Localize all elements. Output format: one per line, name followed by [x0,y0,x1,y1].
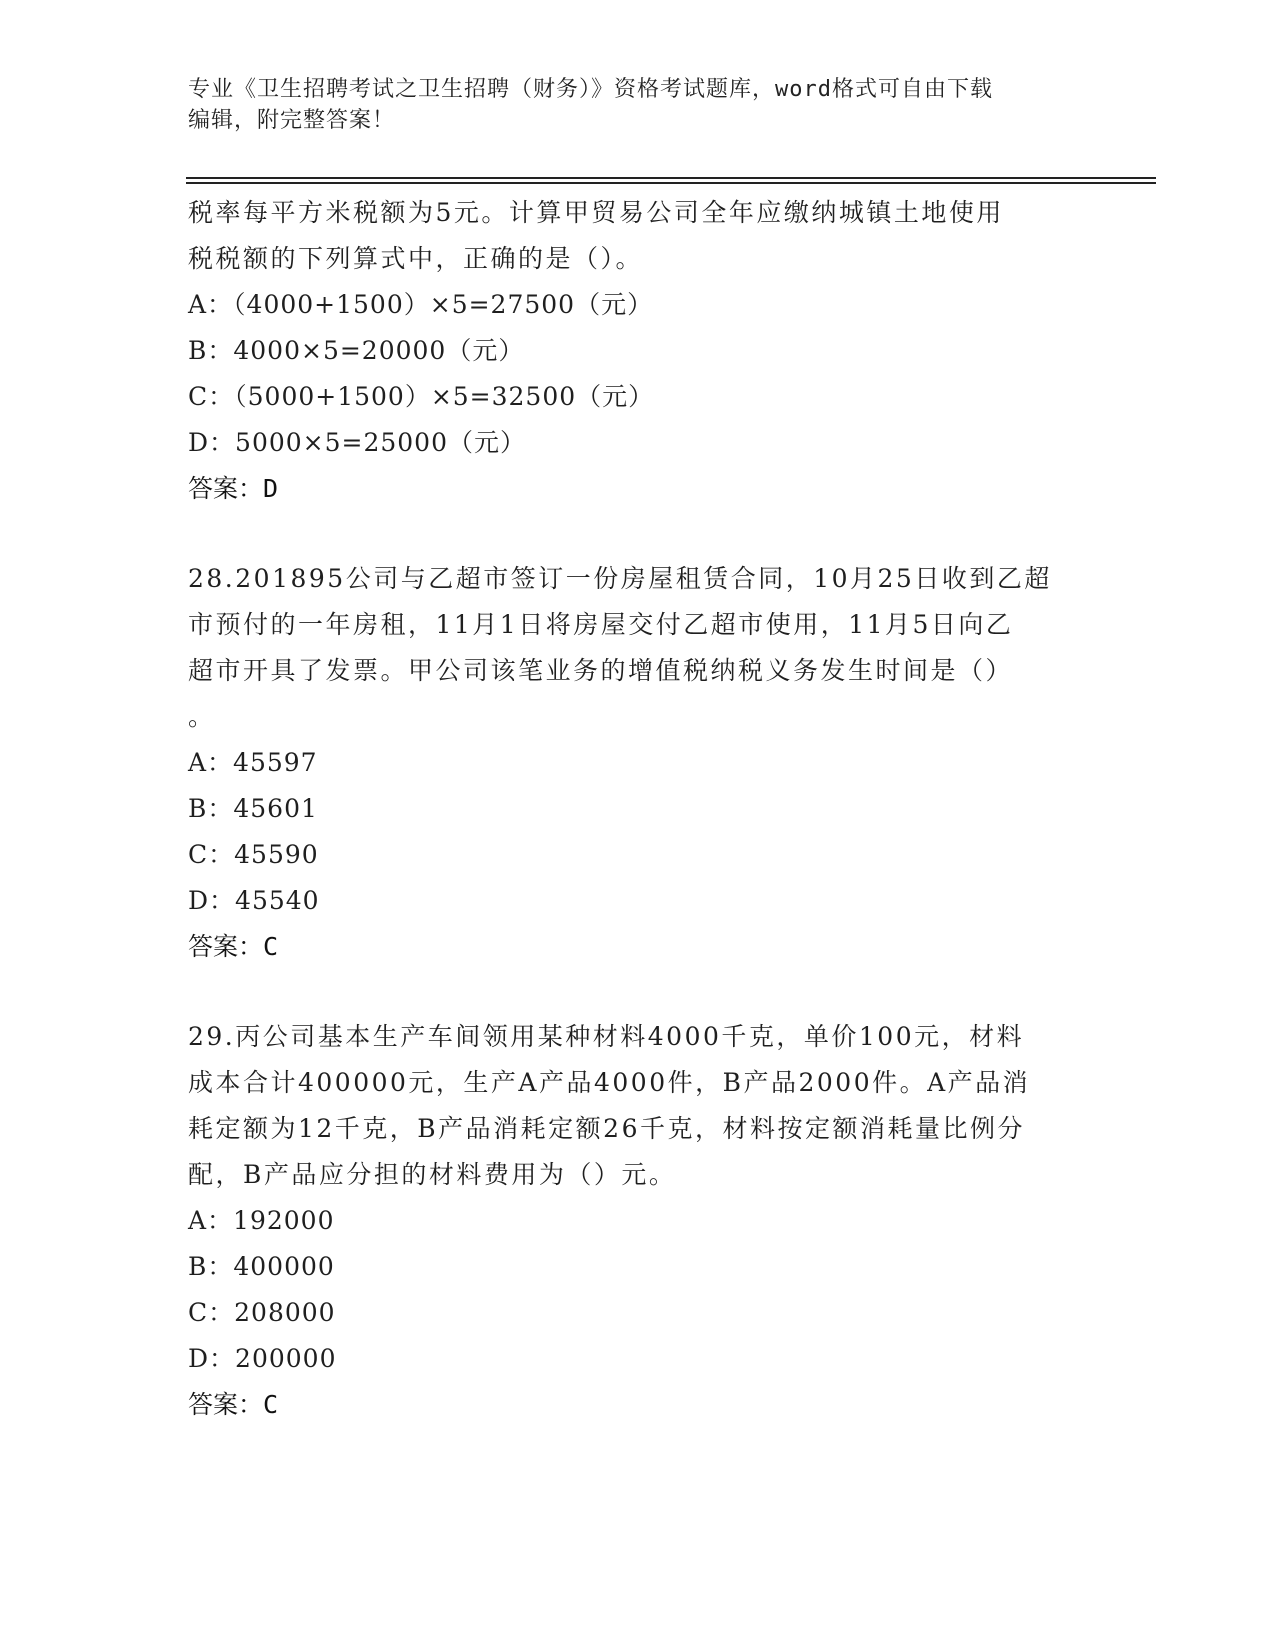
option-c: C：（5000+1500）×5=32500（元） [188,382,655,411]
page-header [188,74,1088,136]
option-d: D：200000 [188,1344,337,1373]
question-text-line: 市预付的一年房租，11月1日将房屋交付乙超市使用，11月5日向乙 [188,610,1014,639]
option-d: D：45540 [188,886,320,915]
answer: 答案：C [188,1390,279,1419]
option-b: B：4000×5=20000（元） [188,336,525,365]
question-text-line: 超市开具了发票。甲公司该笔业务的增值税纳税义务发生时间是（） [188,656,1014,685]
question-text-line: 配，B产品应分担的材料费用为（）元。 [188,1160,677,1189]
question-text-line: 29.丙公司基本生产车间领用某种材料4000千克，单价100元，材料 [188,1022,1025,1051]
header-line-2: 编辑，附完整答案！ [188,108,396,133]
question-text-line: 税率每平方米税额为5元。计算甲贸易公司全年应缴纳城镇土地使用 [188,198,1004,227]
option-a: A：45597 [188,748,318,777]
question-text-line: 成本合计400000元，生产A产品4000件，B产品2000件。A产品消 [188,1068,1031,1097]
header-divider-bottom [186,182,1156,184]
option-a: A：（4000+1500）×5=27500（元） [188,290,654,319]
option-b: B：45601 [188,794,318,823]
question-content [188,190,1088,1428]
question-text-line: 。 [188,702,216,731]
question-text-line: 28.201895公司与乙超市签订一份房屋租赁合同，10月25日收到乙超 [188,564,1052,593]
question-29 [188,1014,1088,1428]
question-text-line: 税税额的下列算式中，正确的是（）。 [188,244,644,273]
answer: 答案：D [188,474,279,503]
option-b: B：400000 [188,1252,335,1281]
answer: 答案：C [188,932,279,961]
option-c: C：45590 [188,840,319,869]
header-divider-top [186,177,1156,179]
question-text-line: 耗定额为12千克，B产品消耗定额26千克，材料按定额消耗量比例分 [188,1114,1025,1143]
question-28 [188,556,1088,970]
header-line-1: 专业《卫生招聘考试之卫生招聘（财务）》资格考试题库，word格式可自由下载 [188,77,993,102]
option-d: D：5000×5=25000（元） [188,428,526,457]
option-c: C：208000 [188,1298,336,1327]
question-27 [188,190,1088,512]
option-a: A：192000 [188,1206,335,1235]
